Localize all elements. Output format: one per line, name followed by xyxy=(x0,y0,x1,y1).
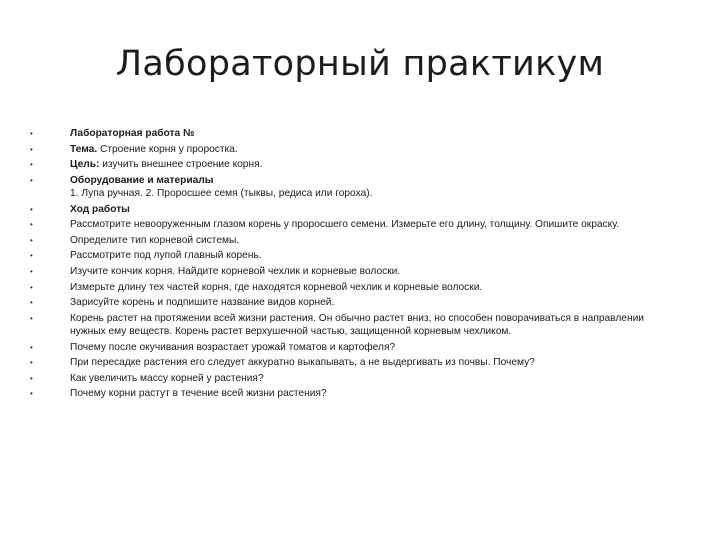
list-item xyxy=(28,127,678,140)
bullet-icon: • xyxy=(30,144,33,154)
item-bold-label: Цель: xyxy=(70,159,100,171)
list-item xyxy=(28,356,678,369)
bullet-list xyxy=(28,127,678,403)
bullet-icon: • xyxy=(30,358,33,368)
bullet-icon: • xyxy=(30,373,33,383)
item-text: Рассмотрите невооруженным глазом корень у проросшего семени. Измерьте его длину, толщину. Опишите окраску. xyxy=(70,219,620,231)
bullet-icon: • xyxy=(30,251,33,261)
list-item xyxy=(28,281,678,294)
item-text: Как увеличить массу корней у растения? xyxy=(70,372,264,384)
item-text: Измерьте длину тех частей корня, где находятся корневой чехлик и корневые волоски. xyxy=(70,281,483,293)
bullet-icon: • xyxy=(30,389,33,399)
item-text: Почему после окучивания возрастает урожай томатов и картофеля? xyxy=(70,341,396,353)
bullet-icon: • xyxy=(30,175,33,185)
bullet-icon: • xyxy=(30,342,33,352)
item-text: Рассмотрите под лупой главный корень. xyxy=(70,250,262,262)
list-item xyxy=(28,372,678,385)
bullet-icon: • xyxy=(30,160,33,170)
list-item xyxy=(28,174,678,200)
list-item xyxy=(28,218,678,231)
slide-title: Лабораторный практикум xyxy=(115,44,605,84)
list-item xyxy=(28,143,678,156)
item-text: Строение корня у проростка. xyxy=(97,143,238,155)
list-item xyxy=(28,158,678,171)
bullet-icon: • xyxy=(30,204,33,214)
item-text: Почему корни растут в течение всей жизни растения? xyxy=(70,388,327,400)
item-text: Зарисуйте корень и подпишите название видов корней. xyxy=(70,297,335,309)
bullet-icon: • xyxy=(30,298,33,308)
bullet-icon: • xyxy=(30,282,33,292)
bullet-icon: • xyxy=(30,129,33,138)
item-bold-label: Оборудование и материалы xyxy=(70,174,214,186)
item-text: изучить внешнее строение корня. xyxy=(99,159,263,171)
list-item xyxy=(28,341,678,354)
item-bold-label: Ход работы xyxy=(70,203,130,215)
item-text: Корень растет на протяжении всей жизни растения. Он обычно растет вниз, но способен поворачиваться в направлении нужных ему веществ. Корень растет верхушечной частью, защищенной корневым чехликом. xyxy=(70,312,644,337)
item-text: Изучите кончик корня. Найдите корневой чехлик и корневые волоски. xyxy=(70,265,401,277)
list-item xyxy=(28,265,678,278)
list-item xyxy=(28,203,678,216)
list-item xyxy=(28,387,678,400)
item-subtext: 1. Лупа ручная. 2. Проросшее семя (тыквы, редиса или гороха). xyxy=(70,187,373,199)
item-bold-label: Лабораторная работа № xyxy=(70,128,195,139)
list-item xyxy=(28,296,678,309)
bullet-icon: • xyxy=(30,313,33,323)
bullet-icon: • xyxy=(30,266,33,276)
list-item xyxy=(28,312,678,338)
list-item xyxy=(28,234,678,247)
item-text: При пересадке растения его следует аккуратно выкапывать, а не выдергивать из почвы. Почему? xyxy=(70,357,535,369)
list-item xyxy=(28,249,678,262)
item-bold-label: Тема. xyxy=(70,143,98,155)
bullet-icon: • xyxy=(30,220,33,230)
bullet-icon: • xyxy=(30,235,33,245)
item-text: Определите тип корневой системы. xyxy=(70,234,240,246)
